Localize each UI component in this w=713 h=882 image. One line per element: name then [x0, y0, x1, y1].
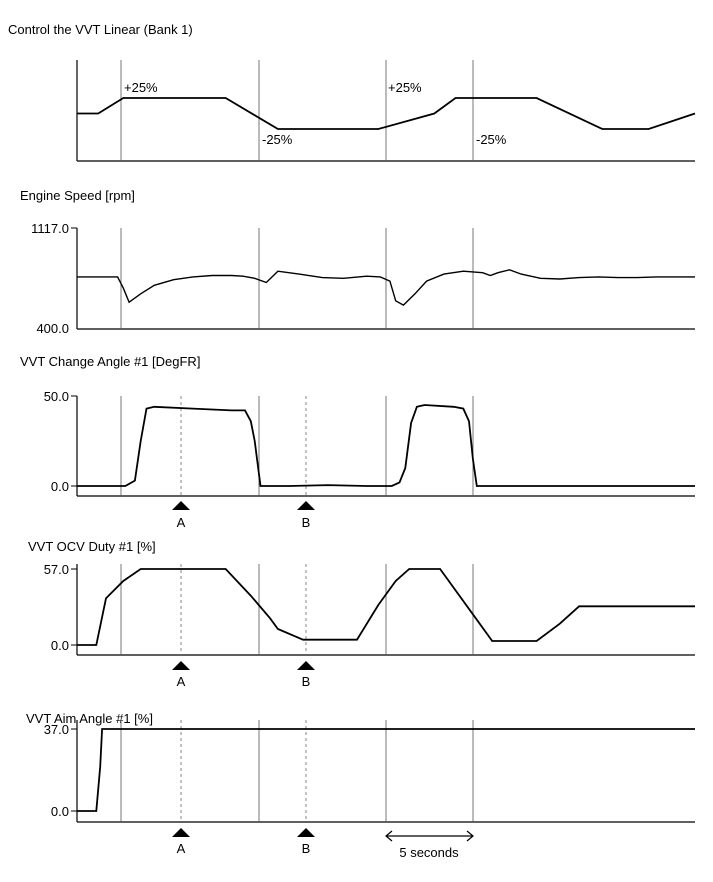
marker-b-triangle-4	[297, 661, 315, 670]
panel-engine-speed	[20, 188, 695, 336]
annotation-plus25-2: +25%	[388, 80, 422, 95]
marker-b-label-3: B	[301, 515, 311, 530]
marker-b-label-5: B	[301, 841, 311, 856]
y-tick-label-3-bottom: 0.0	[50, 479, 69, 494]
marker-a-triangle-5	[172, 828, 190, 837]
y-tick-label-4-bottom: 0.0	[50, 638, 69, 653]
marker-b-triangle-3	[297, 501, 315, 510]
panel-2-title: Engine Speed [rpm]	[20, 188, 135, 203]
y-tick-label-3-top: 50.0	[43, 389, 69, 404]
panel-1-title: Control the VVT Linear (Bank 1)	[8, 22, 193, 37]
panel-vvt-change-angle	[20, 354, 695, 530]
marker-a-label-4: A	[176, 674, 186, 689]
time-scale-bar	[386, 831, 473, 860]
y-tick-label-4-top: 57.0	[43, 562, 69, 577]
panel-3-title: VVT Change Angle #1 [DegFR]	[20, 354, 201, 369]
y-tick-label-5-top: 37.0	[43, 722, 69, 737]
marker-b-label-4: B	[301, 674, 311, 689]
marker-a-label-5: A	[176, 841, 186, 856]
panel-4-title: VVT OCV Duty #1 [%]	[28, 539, 156, 554]
marker-b-triangle-5	[297, 828, 315, 837]
panel-vvt-aim-angle	[26, 711, 695, 860]
panel-5-title: VVT Aim Angle #1 [%]	[26, 711, 153, 726]
marker-a-triangle-4	[172, 661, 190, 670]
marker-a-triangle-3	[172, 501, 190, 510]
scale-bar-label: 5 seconds	[399, 845, 459, 860]
annotation-plus25-1: +25%	[124, 80, 158, 95]
y-tick-label-2-top: 1117.0	[31, 221, 69, 236]
annotation-minus25-1: -25%	[262, 132, 293, 147]
y-tick-label-5-bottom: 0.0	[50, 804, 69, 819]
marker-a-label-3: A	[176, 515, 186, 530]
annotation-minus25-2: -25%	[476, 132, 507, 147]
panel-vvt-ocv-duty	[28, 539, 695, 689]
y-tick-label-2-bottom: 400.0	[36, 321, 69, 336]
panel-vvt-linear-control	[8, 22, 695, 161]
